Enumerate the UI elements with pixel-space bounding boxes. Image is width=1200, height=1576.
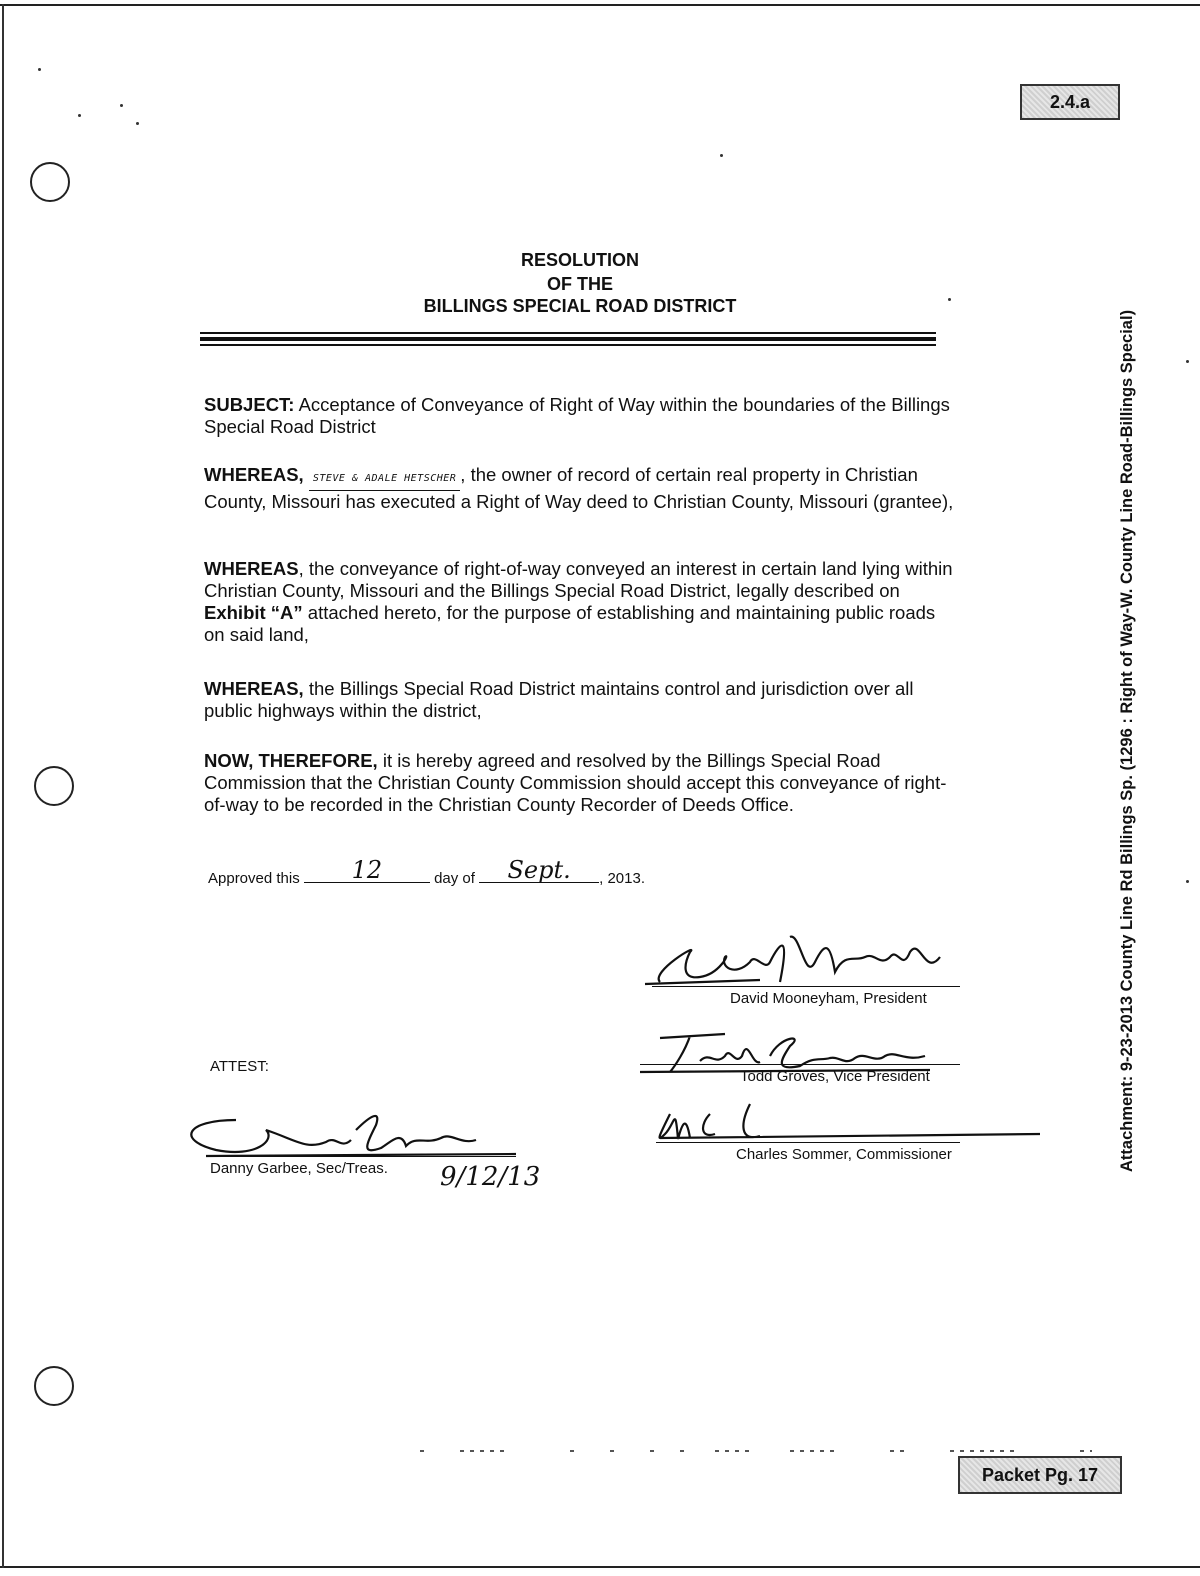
owner-handwritten-name: STEVE & ADALE HETSCHER bbox=[309, 468, 460, 491]
packet-page-number: Packet Pg. 17 bbox=[981, 1464, 1099, 1485]
title-rule bbox=[200, 332, 936, 334]
secretary-name: Danny Garbee, Sec/Treas. bbox=[210, 1160, 388, 1177]
approval-year: , 2013. bbox=[599, 870, 645, 887]
scan-speck bbox=[720, 154, 723, 157]
commissioner-signature bbox=[640, 1094, 1040, 1146]
whereas-jurisdiction-paragraph bbox=[204, 678, 960, 722]
handwritten-date: 9/12/13 bbox=[440, 1162, 541, 1192]
whereas-conveyance-text-a: , the conveyance of right-of-way conveyed an interest in certain land lying within Christian County, Missouri and the Billings Special Road District, legally described on bbox=[204, 558, 953, 601]
title-line-3: BILLINGS SPECIAL ROAD DISTRICT bbox=[423, 296, 737, 316]
attachment-side-label: Attachment: 9-23-2013 County Line Rd Billings Sp. (1296 : Right of Way-W. County Line Road-Billings Special) bbox=[1118, 309, 1136, 1172]
scan-border-top bbox=[0, 4, 1200, 6]
title-line-1: RESOLUTION bbox=[520, 250, 639, 270]
resolution-paragraph bbox=[204, 750, 960, 816]
approval-day: 12 bbox=[351, 856, 383, 884]
subject-text: Acceptance of Conveyance of Right of Way within the boundaries of the Billings Special Road District bbox=[204, 394, 950, 437]
subject-paragraph bbox=[204, 394, 960, 438]
president-name: David Mooneyham, President bbox=[730, 990, 927, 1007]
scan-speck bbox=[1186, 880, 1189, 883]
scan-speck bbox=[948, 298, 951, 301]
scan-speck bbox=[1186, 360, 1189, 363]
resolution-text: it is hereby agreed and resolved by the Billings Special Road Commission that the Christian County Commission should accept this conveyance of right-of-way to be recorded in the Christian County Recorder of Deeds Office. bbox=[204, 750, 947, 815]
whereas-conveyance-text-b: attached hereto, for the purpose of establishing and maintaining public roads on said land, bbox=[204, 602, 936, 645]
scan-border-left bbox=[2, 4, 4, 1568]
scan-artifact-dashes bbox=[420, 1448, 1120, 1454]
vice-president-signature-line bbox=[640, 1064, 960, 1065]
punch-hole bbox=[34, 766, 74, 806]
punch-hole bbox=[30, 162, 70, 202]
agenda-item-number: 2.4.a bbox=[1049, 91, 1091, 112]
packet-page-stamp bbox=[958, 1456, 1122, 1494]
now-therefore-label: NOW, THEREFORE, bbox=[204, 750, 378, 771]
whereas-owner-text: , the owner of record of certain real property in Christian County, Missouri has executed a Right of Way deed to Christian County, Missouri (grantee), bbox=[204, 464, 954, 512]
subject-label: SUBJECT: bbox=[204, 394, 295, 415]
title-rule bbox=[200, 344, 936, 346]
title-rule bbox=[200, 337, 936, 341]
approved-prefix: Approved this bbox=[208, 870, 300, 887]
approval-line bbox=[208, 856, 645, 887]
whereas-conveyance-paragraph bbox=[204, 558, 960, 646]
scan-border-bottom bbox=[0, 1566, 1200, 1568]
whereas-owner-paragraph bbox=[204, 464, 960, 513]
president-signature-line bbox=[652, 986, 960, 987]
punch-hole bbox=[34, 1366, 74, 1406]
whereas-label: WHEREAS, bbox=[204, 464, 304, 485]
title-line-2: OF THE bbox=[547, 274, 613, 294]
scan-speck bbox=[38, 68, 41, 71]
scan-speck bbox=[78, 114, 81, 117]
whereas-label: WHEREAS, bbox=[204, 678, 304, 699]
exhibit-reference: Exhibit “A” bbox=[204, 602, 303, 623]
commissioner-signature-line bbox=[656, 1142, 960, 1143]
vice-president-name: Todd Groves, Vice President bbox=[740, 1068, 930, 1085]
whereas-label: WHEREAS bbox=[204, 558, 299, 579]
approval-month-blank bbox=[479, 856, 599, 884]
scan-speck bbox=[136, 122, 139, 125]
agenda-item-stamp bbox=[1020, 84, 1120, 120]
approval-month: Sept. bbox=[507, 856, 571, 884]
attest-label: ATTEST: bbox=[210, 1058, 269, 1075]
whereas-jurisdiction-text: the Billings Special Road District maintains control and jurisdiction over all public highways within the district, bbox=[204, 678, 914, 721]
approval-day-blank bbox=[304, 856, 430, 884]
commissioner-name: Charles Sommer, Commissioner bbox=[736, 1146, 952, 1163]
approved-middle: day of bbox=[434, 870, 475, 887]
scan-speck bbox=[120, 104, 123, 107]
president-signature bbox=[640, 922, 960, 992]
secretary-signature-line bbox=[206, 1156, 516, 1157]
